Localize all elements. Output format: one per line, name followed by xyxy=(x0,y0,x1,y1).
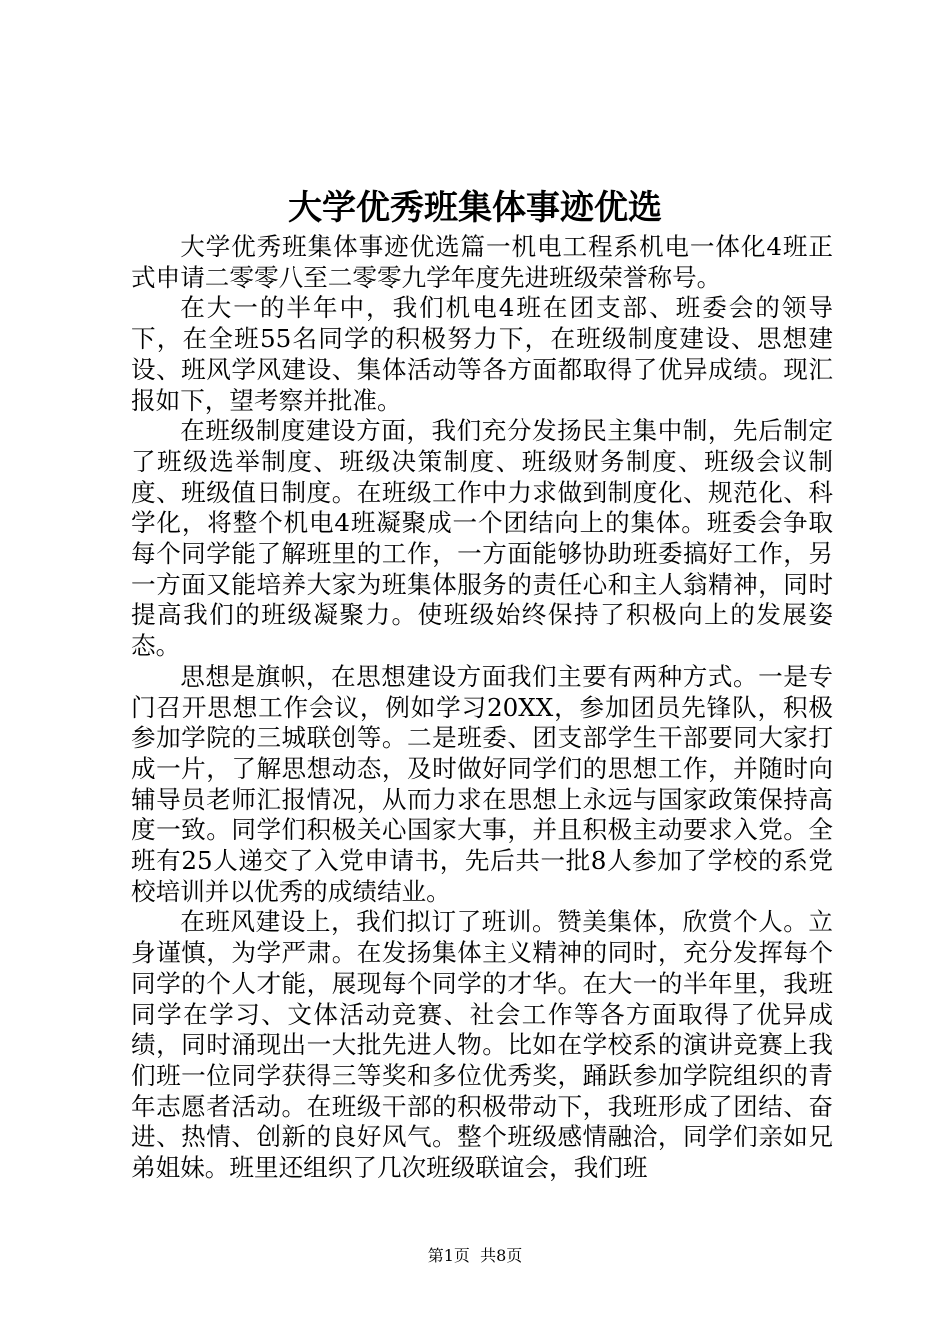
paragraph: 在班风建设上，我们拟订了班训。赞美集体，欣赏个人。立身谨慎，为学严肃。在发扬集体主义精神的同时，充分发挥每个同学的个人才能，展现每个同学的才华。在大一的半年里，我班同学在学习、文体活动竞赛、社会工作等各方面取得了优异成绩，同时涌现出一大批先进人物。比如在学校系的演讲竞赛上我们班一位同学获得三等奖和多位优秀奖，踊跃参加学院组织的青年志愿者活动。在班级干部的积极带动下，我班形成了团结、奋进、热情、创新的良好风气。整个班级感情融洽，同学们亲如兄弟姐妹。班里还组织了几次班级联谊会，我们班 xyxy=(131,907,833,1183)
page-footer xyxy=(0,1245,950,1267)
paragraph: 在班级制度建设方面，我们充分发扬民主集中制，先后制定了班级选举制度、班级决策制度、班级财务制度、班级会议制度、班级值日制度。在班级工作中力求做到制度化、规范化、科学化，将整个机电4班凝聚成一个团结向上的集体。班委会争取每个同学能了解班里的工作，一方面能够协助班委搞好工作，另一方面又能培养大家为班集体服务的责任心和主人翁精神，同时提高我们的班级凝聚力。使班级始终保持了积极向上的发展姿态。 xyxy=(131,416,833,661)
page-number: 第1页 共8页 xyxy=(427,1246,523,1265)
paragraph: 在大一的半年中，我们机电4班在团支部、班委会的领导下，在全班55名同学的积极努力下，在班级制度建设、思想建设、班风学风建设、集体活动等各方面都取得了优异成绩。现汇报如下，望考察并批准。 xyxy=(131,293,833,415)
paragraph: 思想是旗帜，在思想建设方面我们主要有两种方式。一是专门召开思想工作会议，例如学习20XX，参加团员先锋队，积极参加学院的三城联创等。二是班委、团支部学生干部要同大家打成一片，了解思想动态，及时做好同学们的思想工作，并随时向辅导员老师汇报情况，从而力求在思想上永远与国家政策保持高度一致。同学们积极关心国家大事，并且积极主动要求入党。全班有25人递交了入党申请书，先后共一批8人参加了学校的系党校培训并以优秀的成绩结业。 xyxy=(131,661,833,906)
document-title: 大学优秀班集体事迹优选 xyxy=(288,188,662,228)
paragraph: 大学优秀班集体事迹优选篇一机电工程系机电一体化4班正式申请二零零八至二零零九学年度先进班级荣誉称号。 xyxy=(131,232,833,292)
document-body xyxy=(131,232,833,1184)
